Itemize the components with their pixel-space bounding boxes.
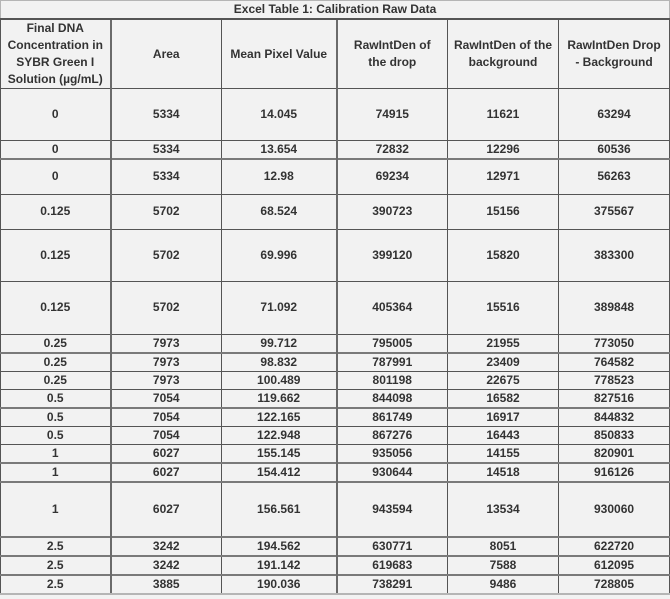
cell-area: 6027: [111, 444, 222, 463]
cell-mean-pixel: 13.654: [222, 141, 337, 160]
cell-rawintden-diff: 622720: [559, 537, 670, 556]
cell-rawintden-diff: 612095: [559, 556, 670, 575]
table-row: [1, 426, 670, 444]
cell-concentration: 0: [1, 159, 111, 194]
cell-area: 3885: [111, 575, 222, 594]
cell-rawintden-drop: 935056: [337, 444, 448, 463]
cell-rawintden-drop: 72832: [337, 141, 448, 160]
cell-concentration: 0.25: [1, 353, 111, 372]
cell-area: 3242: [111, 556, 222, 575]
cell-area: 7973: [111, 353, 222, 372]
table-row: [1, 575, 670, 594]
cell-rawintden-background: 21955: [448, 334, 559, 353]
table-header-row: [1, 19, 670, 89]
cell-area: 5702: [111, 281, 222, 334]
cell-rawintden-background: 16582: [448, 389, 559, 408]
cell-concentration: 2.5: [1, 537, 111, 556]
table-row: [1, 537, 670, 556]
table-row: [1, 281, 670, 334]
cell-area: 3242: [111, 537, 222, 556]
cell-rawintden-drop: 619683: [337, 556, 448, 575]
table-row: [1, 159, 670, 194]
cell-rawintden-diff: 728805: [559, 575, 670, 594]
cell-rawintden-drop: 943594: [337, 482, 448, 537]
cell-rawintden-diff: 778523: [559, 371, 670, 389]
table-row: [1, 194, 670, 229]
cell-area: 6027: [111, 463, 222, 482]
cell-rawintden-drop: 399120: [337, 229, 448, 281]
cell-mean-pixel: 154.412: [222, 463, 337, 482]
cell-rawintden-diff: 56263: [559, 159, 670, 194]
cell-concentration: 0.5: [1, 408, 111, 427]
table-row: [1, 353, 670, 372]
table-title-row: [1, 1, 670, 20]
cell-rawintden-background: 11621: [448, 89, 559, 141]
table-row: [1, 556, 670, 575]
table-row: [1, 334, 670, 353]
cell-rawintden-diff: 60536: [559, 141, 670, 160]
cell-mean-pixel: 12.98: [222, 159, 337, 194]
cell-rawintden-background: 12296: [448, 141, 559, 160]
cell-rawintden-drop: 867276: [337, 426, 448, 444]
cell-rawintden-drop: 630771: [337, 537, 448, 556]
cell-rawintden-drop: 74915: [337, 89, 448, 141]
cell-rawintden-drop: 390723: [337, 194, 448, 229]
cell-rawintden-diff: 63294: [559, 89, 670, 141]
cell-area: 7054: [111, 408, 222, 427]
cell-rawintden-background: 8051: [448, 537, 559, 556]
cell-concentration: 0: [1, 89, 111, 141]
cell-rawintden-background: 9486: [448, 575, 559, 594]
header-rawintden-drop-minus-background: RawIntDen Drop - Background: [559, 19, 670, 89]
cell-rawintden-drop: 69234: [337, 159, 448, 194]
cell-concentration: 0.25: [1, 334, 111, 353]
cell-rawintden-diff: 389848: [559, 281, 670, 334]
cell-rawintden-background: 15820: [448, 229, 559, 281]
header-area: Area: [111, 19, 222, 89]
cell-mean-pixel: 119.662: [222, 389, 337, 408]
cell-rawintden-background: 13534: [448, 482, 559, 537]
cell-area: 5702: [111, 229, 222, 281]
cell-mean-pixel: 98.832: [222, 353, 337, 372]
cell-area: 7973: [111, 334, 222, 353]
cell-rawintden-background: 15516: [448, 281, 559, 334]
table-row: [1, 371, 670, 389]
cell-area: 5702: [111, 194, 222, 229]
cell-rawintden-background: 23409: [448, 353, 559, 372]
cell-rawintden-background: 16443: [448, 426, 559, 444]
cell-area: 5334: [111, 159, 222, 194]
cell-rawintden-background: 14518: [448, 463, 559, 482]
cell-concentration: 0.5: [1, 426, 111, 444]
cell-mean-pixel: 69.996: [222, 229, 337, 281]
cell-area: 7054: [111, 389, 222, 408]
cell-rawintden-drop: 844098: [337, 389, 448, 408]
cell-mean-pixel: 190.036: [222, 575, 337, 594]
cell-mean-pixel: 191.142: [222, 556, 337, 575]
header-rawintden-drop: RawIntDen of the drop: [337, 19, 448, 89]
table-row: [1, 229, 670, 281]
cell-rawintden-background: 7588: [448, 556, 559, 575]
table-row: [1, 463, 670, 482]
cell-mean-pixel: 71.092: [222, 281, 337, 334]
cell-area: 7054: [111, 426, 222, 444]
cell-rawintden-drop: 801198: [337, 371, 448, 389]
cell-rawintden-diff: 930060: [559, 482, 670, 537]
cell-concentration: 0: [1, 141, 111, 160]
table-row: [1, 444, 670, 463]
cell-concentration: 1: [1, 482, 111, 537]
cell-mean-pixel: 156.561: [222, 482, 337, 537]
cell-mean-pixel: 68.524: [222, 194, 337, 229]
cell-mean-pixel: 194.562: [222, 537, 337, 556]
table-row: [1, 89, 670, 141]
cell-concentration: 2.5: [1, 556, 111, 575]
cell-concentration: 0.5: [1, 389, 111, 408]
cell-mean-pixel: 99.712: [222, 334, 337, 353]
cell-concentration: 1: [1, 463, 111, 482]
cell-mean-pixel: 122.948: [222, 426, 337, 444]
cell-rawintden-diff: 764582: [559, 353, 670, 372]
cell-rawintden-diff: 850833: [559, 426, 670, 444]
cell-rawintden-drop: 861749: [337, 408, 448, 427]
cell-mean-pixel: 155.145: [222, 444, 337, 463]
cell-rawintden-background: 12971: [448, 159, 559, 194]
cell-rawintden-background: 14155: [448, 444, 559, 463]
cell-rawintden-diff: 827516: [559, 389, 670, 408]
cell-rawintden-background: 22675: [448, 371, 559, 389]
cell-rawintden-diff: 773050: [559, 334, 670, 353]
cell-rawintden-drop: 930644: [337, 463, 448, 482]
cell-rawintden-drop: 405364: [337, 281, 448, 334]
cell-rawintden-diff: 844832: [559, 408, 670, 427]
cell-rawintden-drop: 738291: [337, 575, 448, 594]
cell-area: 7973: [111, 371, 222, 389]
table-row: [1, 389, 670, 408]
cell-rawintden-background: 16917: [448, 408, 559, 427]
cell-rawintden-diff: 820901: [559, 444, 670, 463]
table-row: [1, 408, 670, 427]
cell-rawintden-diff: 916126: [559, 463, 670, 482]
cell-concentration: 0.125: [1, 194, 111, 229]
cell-area: 5334: [111, 89, 222, 141]
cell-area: 5334: [111, 141, 222, 160]
cell-rawintden-drop: 795005: [337, 334, 448, 353]
cell-rawintden-background: 15156: [448, 194, 559, 229]
cell-mean-pixel: 100.489: [222, 371, 337, 389]
cell-concentration: 0.125: [1, 281, 111, 334]
header-rawintden-background: RawIntDen of the background: [448, 19, 559, 89]
cell-concentration: 2.5: [1, 575, 111, 594]
header-final-dna-concentration: Final DNA Concentration in SYBR Green I Solution (µg/mL): [1, 19, 111, 89]
cell-concentration: 0.125: [1, 229, 111, 281]
cell-area: 6027: [111, 482, 222, 537]
cell-mean-pixel: 122.165: [222, 408, 337, 427]
table-row: [1, 141, 670, 160]
cell-concentration: 0.25: [1, 371, 111, 389]
header-mean-pixel-value: Mean Pixel Value: [222, 19, 337, 89]
cell-rawintden-drop: 787991: [337, 353, 448, 372]
table-title: Excel Table 1: Calibration Raw Data: [1, 1, 670, 20]
table-row: [1, 482, 670, 537]
cell-rawintden-diff: 383300: [559, 229, 670, 281]
cell-concentration: 1: [1, 444, 111, 463]
cell-rawintden-diff: 375567: [559, 194, 670, 229]
cell-mean-pixel: 14.045: [222, 89, 337, 141]
